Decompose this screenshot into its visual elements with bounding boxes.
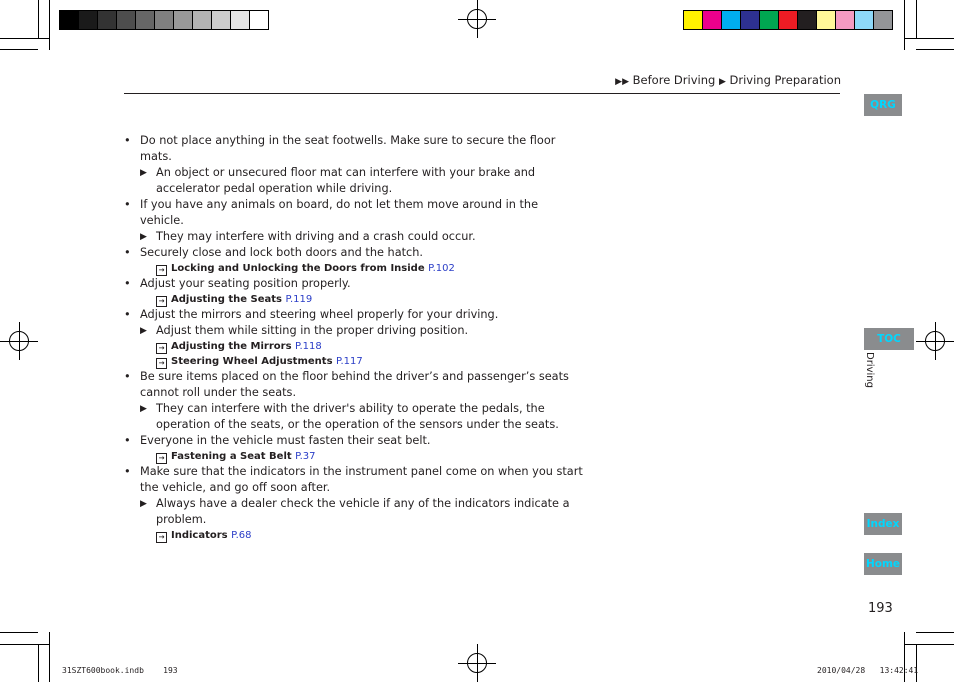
swatch — [835, 11, 854, 29]
checklist-subnote — [124, 229, 584, 245]
triangle-arrow-icon: ▶ — [140, 499, 147, 509]
checklist-item — [124, 307, 584, 323]
page-number: 193 — [868, 601, 893, 616]
breadcrumb — [615, 73, 841, 87]
footer-time: 13:42:41 — [879, 666, 919, 675]
header-rule — [124, 93, 840, 94]
cross-reference-link[interactable] — [124, 449, 584, 464]
crop-mark-br-v — [916, 644, 917, 682]
subnote-text: Adjust them while sitting in the proper driving position. — [156, 324, 469, 337]
registration-mark-top — [458, 0, 496, 38]
crop-mark-br-h — [916, 632, 954, 633]
crop-mark-br-h2 — [904, 644, 954, 645]
checklist-subnote — [124, 165, 584, 197]
reference-page-link[interactable]: P.68 — [231, 530, 252, 541]
bullet-icon: • — [124, 198, 131, 211]
reference-title: Indicators — [171, 530, 228, 541]
breadcrumb-current-page: Driving Preparation — [729, 73, 841, 87]
triangle-arrow-icon: ▶ — [140, 326, 147, 336]
crop-mark-bl-h — [0, 632, 38, 633]
footer-file-info — [62, 666, 178, 675]
swatch — [684, 11, 702, 29]
breadcrumb-section-link[interactable]: Before Driving — [632, 73, 716, 87]
bullet-icon: • — [124, 370, 131, 383]
footer-file-name: 31SZT600book.indb — [62, 666, 144, 675]
checklist-item — [124, 245, 584, 261]
reference-arrow-icon: → — [156, 296, 167, 307]
cross-reference-link[interactable] — [124, 354, 584, 369]
qrg-button[interactable]: QRG — [864, 94, 902, 116]
swatch — [116, 11, 135, 29]
reference-arrow-icon: → — [156, 343, 167, 354]
swatch — [230, 11, 249, 29]
crop-mark-tr-v — [904, 0, 905, 50]
checklist-item-text: Make sure that the indicators in the instrument panel come on when you start the vehicle, and go off soon after. — [140, 465, 583, 494]
swatch — [60, 11, 78, 29]
triangle-arrow-icon: ▶ — [140, 404, 147, 414]
crop-mark-tl-h2 — [0, 49, 38, 50]
breadcrumb-separator-arrow: ▶ — [718, 77, 726, 87]
swatch — [192, 11, 211, 29]
bullet-icon: • — [124, 434, 131, 447]
crop-mark-tl-h — [0, 38, 50, 39]
cross-reference-link[interactable] — [124, 528, 584, 543]
reference-page-link[interactable]: P.118 — [295, 341, 322, 352]
swatch — [740, 11, 759, 29]
bullet-icon: • — [124, 246, 131, 259]
checklist-item-text: Securely close and lock both doors and the hatch. — [140, 246, 424, 259]
reference-title: Steering Wheel Adjustments — [171, 356, 333, 367]
swatch — [721, 11, 740, 29]
crop-mark-bl-h2 — [0, 644, 50, 645]
checklist-item — [124, 197, 584, 229]
checklist-item-text: Adjust the mirrors and steering wheel properly for your driving. — [140, 308, 499, 321]
checklist-subnote — [124, 496, 584, 528]
crop-mark-tr-v2 — [916, 0, 917, 38]
cross-reference-link[interactable] — [124, 292, 584, 307]
swatch — [797, 11, 816, 29]
swatch — [154, 11, 173, 29]
swatch — [97, 11, 116, 29]
swatch — [702, 11, 721, 29]
bullet-icon: • — [124, 134, 131, 147]
footer-timestamp — [817, 666, 918, 675]
checklist-item — [124, 276, 584, 292]
crop-mark-tr-h2 — [916, 49, 954, 50]
swatch — [873, 11, 892, 29]
subnote-text: They may interfere with driving and a crash could occur. — [156, 230, 476, 243]
registration-mark-right — [916, 322, 954, 360]
checklist-item — [124, 464, 584, 496]
reference-arrow-icon: → — [156, 453, 167, 464]
gray-swatch-bar — [59, 10, 269, 30]
checklist-item — [124, 433, 584, 449]
registration-mark-bottom — [458, 644, 496, 682]
swatch — [249, 11, 268, 29]
swatch — [135, 11, 154, 29]
checklist-item-text: Adjust your seating position properly. — [140, 277, 351, 290]
subnote-text: An object or unsecured floor mat can interfere with your brake and accelerator pedal operation while driving. — [156, 166, 536, 195]
checklist-item — [124, 369, 584, 401]
checklist-item-text: Everyone in the vehicle must fasten their seat belt. — [140, 434, 431, 447]
index-button[interactable]: Index — [864, 513, 902, 535]
side-section-label: Driving — [864, 352, 875, 388]
swatch — [173, 11, 192, 29]
reference-arrow-icon: → — [156, 265, 167, 276]
triangle-arrow-icon: ▶ — [140, 232, 147, 242]
crop-mark-tr-h — [904, 38, 954, 39]
reference-page-link[interactable]: P.117 — [336, 356, 363, 367]
reference-title: Fastening a Seat Belt — [171, 451, 292, 462]
swatch — [78, 11, 97, 29]
reference-page-link[interactable]: P.119 — [285, 294, 313, 305]
crop-mark-tl-v2 — [38, 0, 39, 38]
checklist-item-text: Do not place anything in the seat footwells. Make sure to secure the floor mats. — [140, 134, 556, 163]
bullet-icon: • — [124, 308, 131, 321]
preparation-checklist — [124, 133, 584, 543]
bullet-icon: • — [124, 277, 131, 290]
registration-mark-left — [0, 322, 38, 360]
reference-arrow-icon: → — [156, 358, 167, 369]
bullet-icon: • — [124, 465, 131, 478]
cross-reference-link[interactable] — [124, 339, 584, 354]
subnote-text: They can interfere with the driver's ability to operate the pedals, the operation of the seats, or the operation of the sensors under the seats. — [156, 402, 559, 431]
swatch — [211, 11, 230, 29]
swatch — [778, 11, 797, 29]
checklist-item — [124, 133, 584, 165]
checklist-item-text: If you have any animals on board, do not let them move around in the vehicle. — [140, 198, 539, 227]
reference-title: Locking and Unlocking the Doors from Inside — [171, 263, 425, 274]
crop-mark-bl-v2 — [49, 632, 50, 682]
color-swatch-bar — [683, 10, 893, 30]
breadcrumb-lead-arrows: ▶▶ — [615, 77, 630, 87]
reference-title: Adjusting the Seats — [171, 294, 282, 305]
crop-mark-tl-v — [49, 0, 50, 50]
footer-date: 2010/04/28 — [817, 666, 866, 675]
checklist-subnote — [124, 401, 584, 433]
swatch — [816, 11, 835, 29]
triangle-arrow-icon: ▶ — [140, 168, 147, 178]
toc-button[interactable]: TOC — [864, 328, 914, 350]
reference-page-link[interactable]: P.102 — [428, 263, 455, 274]
footer-file-page: 193 — [163, 666, 178, 675]
reference-title: Adjusting the Mirrors — [171, 341, 292, 352]
swatch — [854, 11, 873, 29]
cross-reference-link[interactable] — [124, 261, 584, 276]
checklist-item-text: Be sure items placed on the floor behind the driver’s and passenger’s seats cannot roll under the seats. — [140, 370, 569, 399]
swatch — [759, 11, 778, 29]
reference-arrow-icon: → — [156, 532, 167, 543]
checklist-subnote — [124, 323, 584, 339]
crop-mark-bl-v — [38, 644, 39, 682]
home-button[interactable]: Home — [864, 553, 902, 575]
subnote-text: Always have a dealer check the vehicle if any of the indicators indicate a problem. — [156, 497, 570, 526]
reference-page-link[interactable]: P.37 — [295, 451, 316, 462]
